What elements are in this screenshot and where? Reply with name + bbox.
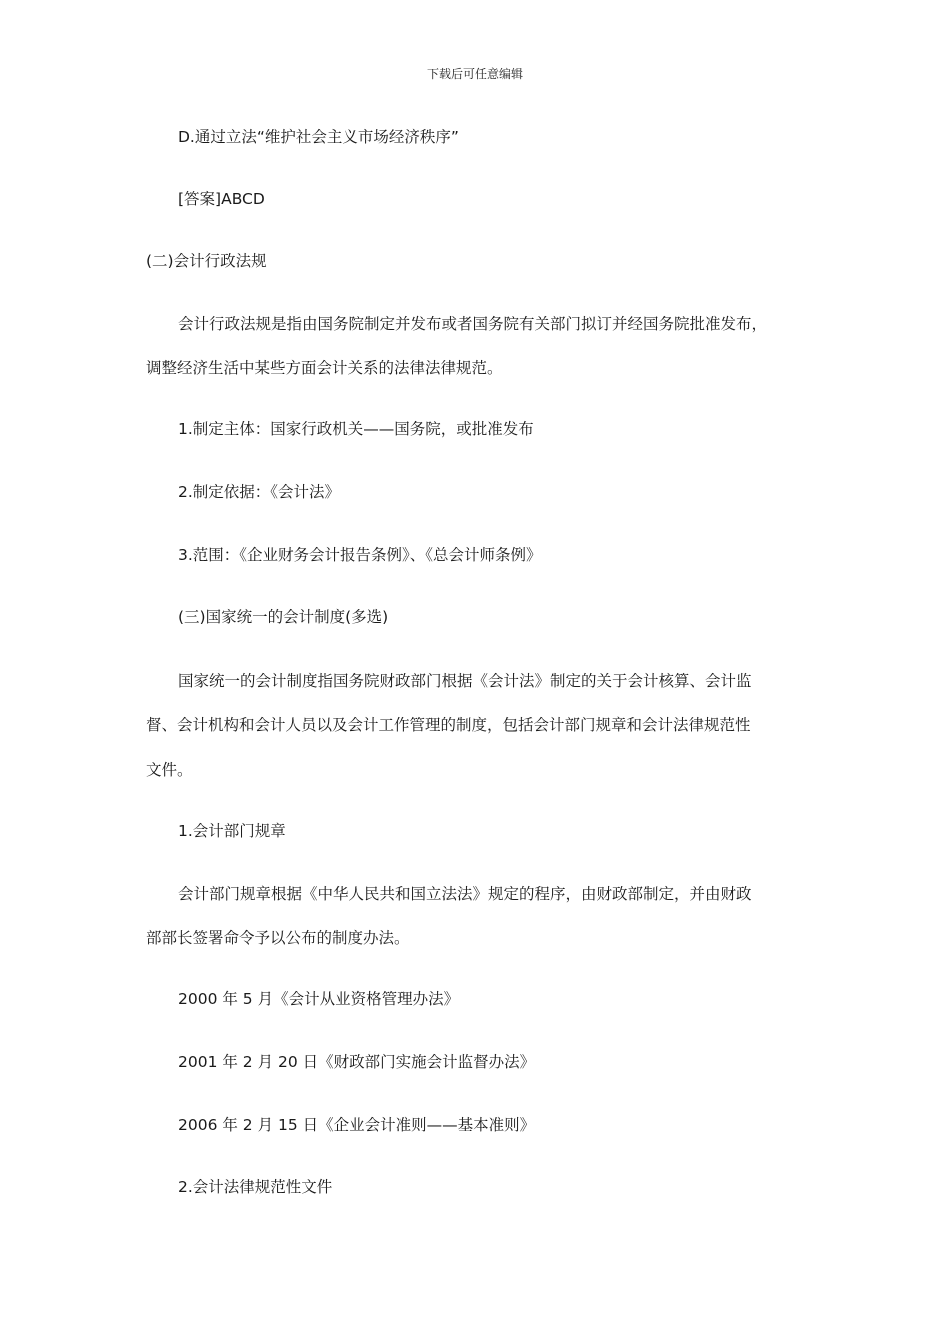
paragraph-line: 会计行政法规是指由国务院制定并发布或者国务院有关部门拟订并经国务院批准发布， <box>178 315 768 333</box>
page-header: 下载后可任意编辑 <box>426 67 523 81</box>
subsection-heading: 1.会计部门规章 <box>178 822 286 840</box>
paragraph-line: 文件。 <box>146 761 193 779</box>
option-d-line: D.通过立法“维护社会主义市场经济秩序” <box>178 128 459 146</box>
list-item: 1.制定主体：国家行政机关——国务院，或批准发布 <box>178 420 534 438</box>
list-item: 3.范围：《企业财务会计报告条例》、《总会计师条例》 <box>178 546 542 564</box>
section-heading-administrative-regulations: (二)会计行政法规 <box>146 252 267 270</box>
list-item: 2000 年 5 月《会计从业资格管理办法》 <box>178 990 460 1008</box>
answer-line: [答案]ABCD <box>178 190 265 208</box>
list-item: 2001 年 2 月 20 日《财政部门实施会计监督办法》 <box>178 1053 536 1071</box>
section-heading-unified-accounting-system: (三)国家统一的会计制度(多选) <box>178 608 389 626</box>
list-item: 2.制定依据：《会计法》 <box>178 483 341 501</box>
subsection-heading: 2.会计法律规范性文件 <box>178 1178 333 1196</box>
paragraph-line: 督、会计机构和会计人员以及会计工作管理的制度，包括会计部门规章和会计法律规范性 <box>146 716 751 734</box>
paragraph-line: 部部长签署命令予以公布的制度办法。 <box>146 929 410 947</box>
list-item: 2006 年 2 月 15 日《企业会计准则——基本准则》 <box>178 1116 536 1134</box>
paragraph-line: 国家统一的会计制度指国务院财政部门根据《会计法》制定的关于会计核算、会计监 <box>178 672 752 690</box>
paragraph-line: 会计部门规章根据《中华人民共和国立法法》规定的程序，由财政部制定，并由财政 <box>178 885 752 903</box>
paragraph-line: 调整经济生活中某些方面会计关系的法律法律规范。 <box>146 359 503 377</box>
